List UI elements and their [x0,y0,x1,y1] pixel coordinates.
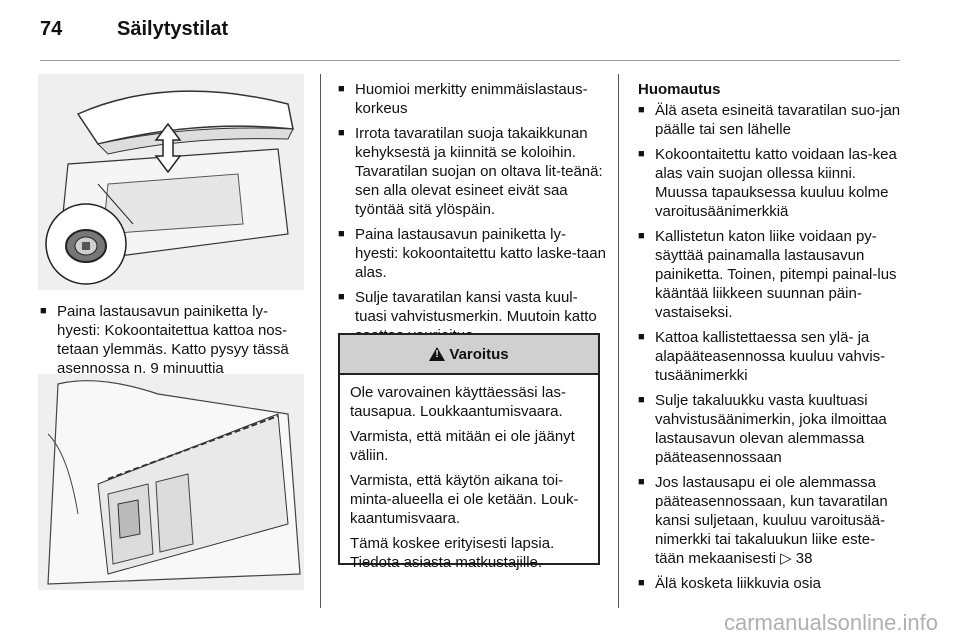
warning-paragraph: Varmista, että käytön aikana toi-minta-alueella ei ole ketään. Louk-kaantumisvaara. [350,472,579,527]
column-1 [40,302,302,384]
page-number: 74 [40,18,63,40]
list-item: ■ Irrota tavaratilan suoja takaikkunan kehyksestä ja kiinnitä se koloihin. Tavaratilan suojan on oltava lit-teänä: sen alla olevat esineet eivät saa työntää sitä ylöspäin. [338,124,606,219]
list-item: ■ Kattoa kallistettaessa sen ylä- ja alapääteasennossa kuuluu vahvis-tusäänimerkki [638,328,904,385]
list-item: ■ Kallistetun katon liike voidaan py-säyttää painamalla lastausavun painiketta. Toinen, pitempi painal-lus kääntää liikkeen suunnan päin-vastaiseksi. [638,227,904,322]
list-item: ■ Sulje tavaratilan kansi vasta kuul-tuasi vahvistusmerkin. Muutoin katto [338,288,606,345]
list-item: ■ Paina lastausavun painiketta ly-hyesti: kokoontaitettu katto laske-taan alas. [338,225,606,282]
note-title: Huomautus [638,81,721,98]
list-item: ■ Sulje takaluukku vasta kuultuasi vahvistusäänimerkin, joka ilmoittaa lastausavun olevan alemmassa pääteasennossaan [638,391,904,467]
watermark: carmanualsonline.info [723,610,938,635]
warning-paragraph: Ole varovainen käyttäessäsi las-tausapua. Loukkaantumisvaara. [350,384,566,420]
warning-title: Varoitus [449,345,509,363]
warning-header [340,335,598,375]
list-item: ■ Kokoontaitettu katto voidaan las-kea alas vain suojan ollessa kiinni. Muussa tapauksessa kuuluu kolme varoitusäänimerkkiä [638,145,904,221]
warning-paragraph: Tämä koskee erityisesti lapsia. Tiedota asiasta matkustajille. [350,535,555,571]
list-item: ■ Paina lastausavun painiketta ly-hyesti: Kokoontaitettua kattoa nos-tetaan ylemmäs. Katto pysyy tässä asennossa n. 9 minuuttia [40,302,302,378]
warning-icon [429,347,445,361]
list-item: ■ Älä aseta esineitä tavaratilan suo-jan päälle tai sen lähelle [638,101,904,139]
trunk-cover-illustration [38,374,304,590]
warning-box [338,333,600,571]
list-item: ■ Jos lastausapu ei ole alemmassa pääteasennossaan, kun tavaratilan kansi suljetaan, kuuluu varoitusää-nimerkki tai takaluukun liike este-tään mekaanisesti ▷ 38 [638,473,904,568]
warning-paragraph: Varmista, että mitään ei ole jäänyt väliin. [350,428,575,464]
column-2 [338,80,606,351]
page-title: Säilytystilat [117,18,229,40]
list-item: ■ Huomioi merkitty enimmäislastaus-korkeus [338,80,606,118]
header-rule [40,60,900,61]
list-item: ■ Älä kosketa liikkuvia osia [638,574,904,593]
trunk-roof-illustration [38,74,304,290]
warning-body [340,375,598,572]
column-divider-2 [618,74,619,608]
column-divider-1 [320,74,321,608]
column-3 [638,80,904,599]
